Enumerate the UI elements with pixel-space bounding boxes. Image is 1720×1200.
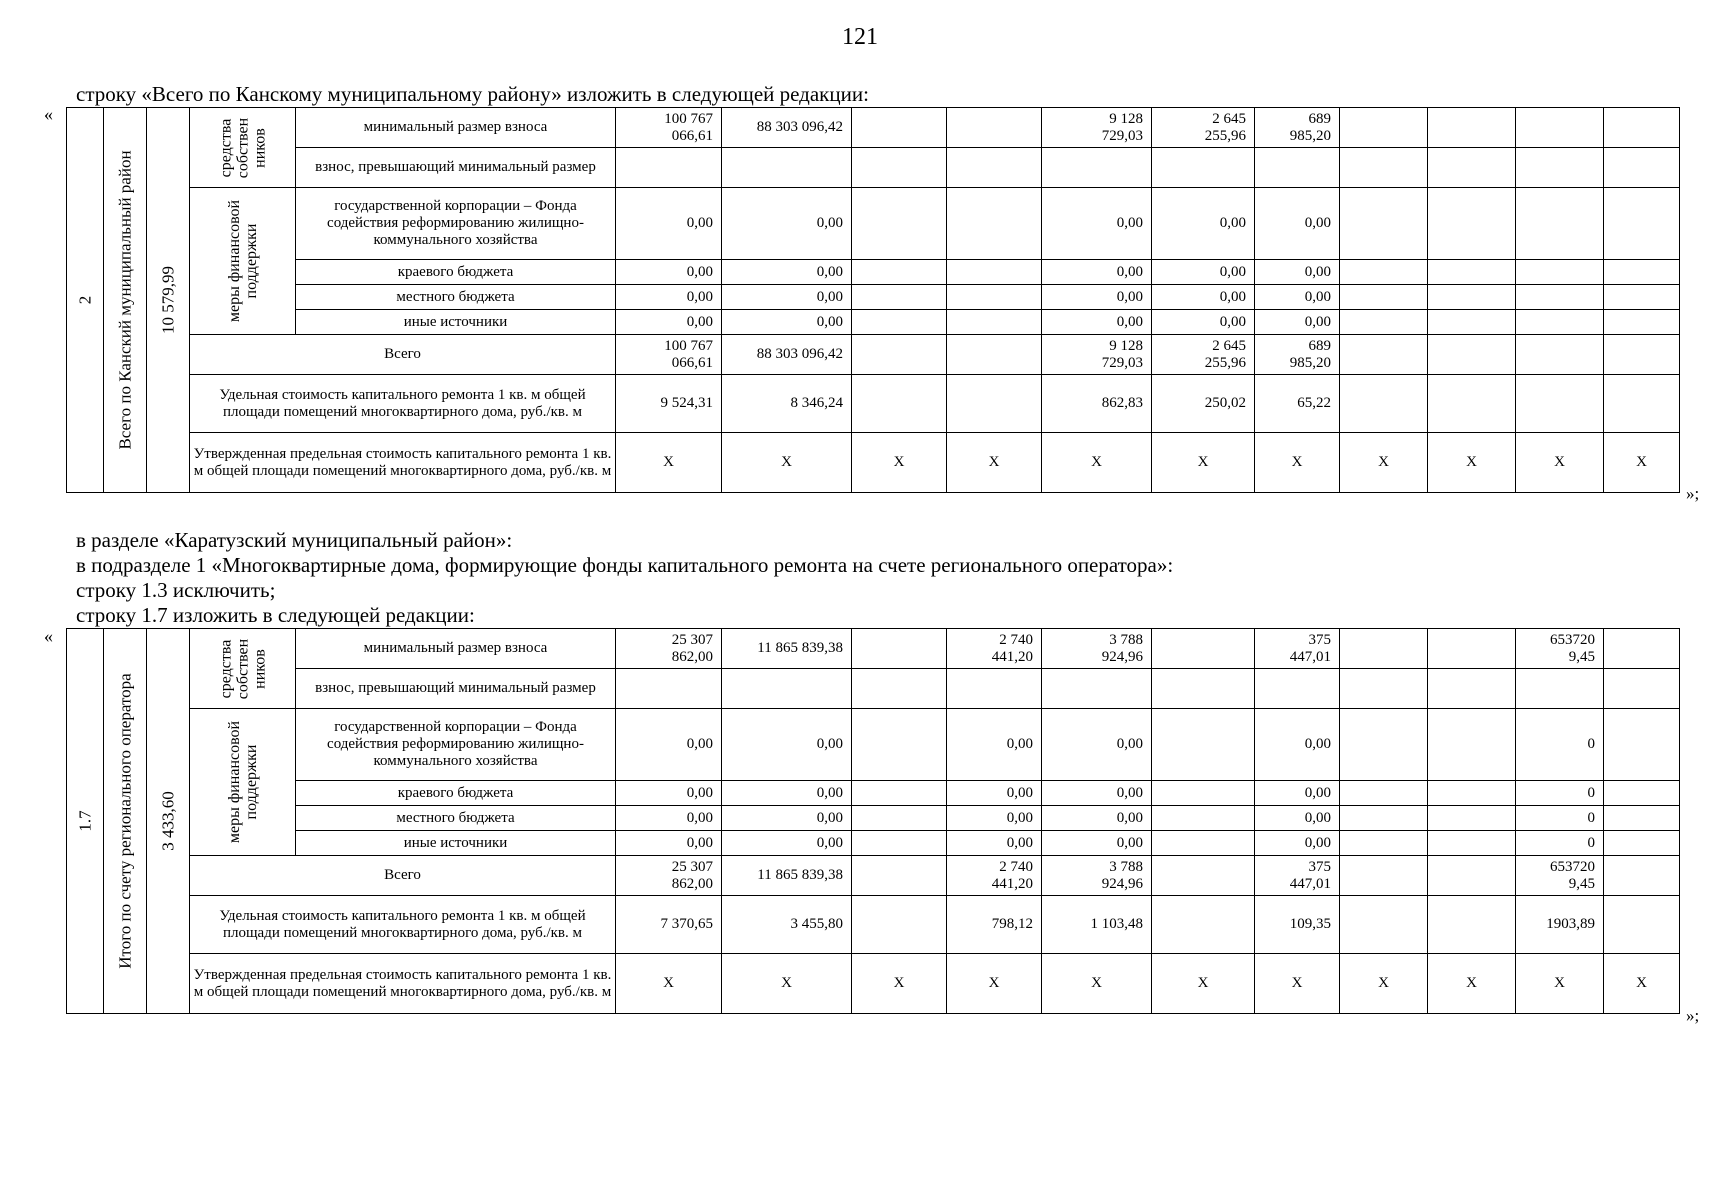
value-cell: 0,00 [616, 285, 722, 310]
value-cell: 862,83 [1042, 375, 1152, 433]
page-number: 121 [842, 24, 878, 50]
table-row [67, 148, 1680, 188]
row-label-cell: иные источники [296, 831, 616, 856]
value-cell [1428, 896, 1516, 954]
value-cell: 0,00 [1255, 709, 1340, 781]
value-cell: 1 103,48 [1042, 896, 1152, 954]
instruction-paragraph-3: в подразделе 1 «Многоквартирные дома, формирующие фонды капитального ремонта на счете регионального оператора»: [76, 553, 1174, 577]
row-label-cell: Всего [190, 335, 616, 375]
value-cell [1255, 669, 1340, 709]
value-cell: 3 455,80 [722, 896, 852, 954]
value-cell: 0,00 [1042, 285, 1152, 310]
value-cell [1428, 375, 1516, 433]
instruction-paragraph-4: строку 1.3 исключить; [76, 578, 276, 602]
value-cell [1152, 896, 1255, 954]
cross-cell: X [1042, 954, 1152, 1014]
row-label-cell: местного бюджета [296, 806, 616, 831]
value-cell [852, 375, 947, 433]
row-name-cell [104, 629, 147, 1014]
area-cell [147, 108, 190, 493]
group-own-funds-cell [190, 108, 296, 188]
cross-cell: X [1428, 433, 1516, 493]
table-row [67, 954, 1680, 1014]
table-row [67, 108, 1680, 148]
value-cell [1340, 781, 1428, 806]
row-name-cell-text: Всего по Канский муниципальный район [115, 150, 135, 450]
value-cell: 7 370,65 [616, 896, 722, 954]
value-cell: 109,35 [1255, 896, 1340, 954]
value-cell [1152, 806, 1255, 831]
value-cell [1340, 285, 1428, 310]
value-cell [1428, 806, 1516, 831]
value-cell [1340, 856, 1428, 896]
cross-cell: X [1428, 954, 1516, 1014]
value-cell: 9 524,31 [616, 375, 722, 433]
value-cell [1042, 148, 1152, 188]
cross-cell: X [1152, 433, 1255, 493]
value-cell [852, 260, 947, 285]
value-cell [1604, 831, 1680, 856]
cross-cell: X [722, 954, 852, 1014]
value-cell [947, 148, 1042, 188]
cross-cell: X [1255, 433, 1340, 493]
group-own-funds-text: средства собствен ников [217, 117, 268, 178]
value-cell: 0,00 [1152, 260, 1255, 285]
row-label-cell: Утвержденная предельная стоимость капитального ремонта 1 кв. м общей площади помещений многоквартирного дома, руб./кв. м [190, 433, 616, 493]
value-cell: 0,00 [1042, 709, 1152, 781]
value-cell [1604, 375, 1680, 433]
value-cell [1340, 335, 1428, 375]
row-label-cell: местного бюджета [296, 285, 616, 310]
table-karatuzsky-row-1-7 [66, 628, 1680, 1014]
table-row [67, 310, 1680, 335]
area-cell [147, 629, 190, 1014]
value-cell [1604, 108, 1680, 148]
value-cell: 2 645 255,96 [1152, 335, 1255, 375]
value-cell: 0,00 [616, 260, 722, 285]
value-cell: 0,00 [616, 781, 722, 806]
value-cell: 25 307 862,00 [616, 856, 722, 896]
value-cell: 1903,89 [1516, 896, 1604, 954]
row-label-cell: государственной корпорации – Фонда содействия реформированию жилищно-коммунального хозяйства [296, 188, 616, 260]
value-cell [1152, 856, 1255, 896]
value-cell [1604, 188, 1680, 260]
value-cell [722, 148, 852, 188]
value-cell: 0,00 [722, 285, 852, 310]
value-cell: 0,00 [1255, 188, 1340, 260]
value-cell: 0,00 [616, 806, 722, 831]
value-cell [852, 335, 947, 375]
instruction-paragraph-5: строку 1.7 изложить в следующей редакции: [76, 603, 475, 627]
value-cell: 2 740 441,20 [947, 629, 1042, 669]
value-cell: 0,00 [947, 709, 1042, 781]
value-cell [1152, 669, 1255, 709]
cross-cell: X [1516, 954, 1604, 1014]
value-cell [852, 148, 947, 188]
value-cell [1340, 896, 1428, 954]
value-cell [1340, 831, 1428, 856]
area-cell-text: 10 579,99 [158, 266, 178, 334]
cross-cell: X [1042, 433, 1152, 493]
value-cell: 0,00 [1152, 188, 1255, 260]
value-cell [947, 375, 1042, 433]
value-cell: 2 645 255,96 [1152, 108, 1255, 148]
cross-cell: X [947, 433, 1042, 493]
table-row [67, 781, 1680, 806]
table-kansky-district [66, 107, 1680, 493]
cross-cell: X [852, 954, 947, 1014]
group-support-cell [190, 188, 296, 335]
value-cell [1042, 669, 1152, 709]
value-cell: 0 [1516, 831, 1604, 856]
value-cell [1604, 335, 1680, 375]
table-row [67, 375, 1680, 433]
table-row [67, 260, 1680, 285]
value-cell [1604, 781, 1680, 806]
value-cell: 11 865 839,38 [722, 629, 852, 669]
value-cell [1604, 148, 1680, 188]
value-cell: 0,00 [616, 831, 722, 856]
value-cell: 0,00 [722, 781, 852, 806]
value-cell [1340, 188, 1428, 260]
value-cell [1516, 669, 1604, 709]
row-label-cell: минимальный размер взноса [296, 108, 616, 148]
table-row [67, 433, 1680, 493]
row-label-cell: государственной корпорации – Фонда содействия реформированию жилищно-коммунального хозяйства [296, 709, 616, 781]
row-name-cell [104, 108, 147, 493]
cross-cell: X [1604, 433, 1680, 493]
table-row [67, 285, 1680, 310]
value-cell: 3 788 924,96 [1042, 856, 1152, 896]
value-cell: 0,00 [1255, 260, 1340, 285]
value-cell: 0,00 [1152, 285, 1255, 310]
value-cell [616, 669, 722, 709]
row-name-cell-text: Итого по счету регионального оператора [115, 673, 135, 969]
value-cell [1428, 310, 1516, 335]
value-cell [1604, 310, 1680, 335]
cross-cell: X [616, 433, 722, 493]
cross-cell: X [1152, 954, 1255, 1014]
row-number-cell [67, 629, 104, 1014]
value-cell [852, 856, 947, 896]
value-cell: 0,00 [722, 806, 852, 831]
value-cell: 0,00 [1152, 310, 1255, 335]
value-cell [1604, 260, 1680, 285]
value-cell: 0,00 [616, 188, 722, 260]
value-cell [722, 669, 852, 709]
value-cell [1428, 781, 1516, 806]
value-cell: 9 128 729,03 [1042, 335, 1152, 375]
value-cell: 0,00 [722, 709, 852, 781]
table-row [67, 188, 1680, 260]
value-cell: 0,00 [1042, 781, 1152, 806]
value-cell [1516, 148, 1604, 188]
value-cell [1340, 260, 1428, 285]
value-cell [1152, 781, 1255, 806]
value-cell [1428, 709, 1516, 781]
value-cell: 0,00 [1255, 310, 1340, 335]
value-cell: 0,00 [616, 709, 722, 781]
value-cell [1340, 669, 1428, 709]
value-cell [1516, 260, 1604, 285]
value-cell [1340, 806, 1428, 831]
row-number-cell-text: 1.7 [75, 810, 95, 832]
value-cell: 250,02 [1152, 375, 1255, 433]
value-cell [1428, 669, 1516, 709]
cross-cell: X [1604, 954, 1680, 1014]
cross-cell: X [1340, 954, 1428, 1014]
value-cell: 0,00 [1255, 806, 1340, 831]
value-cell: 100 767 066,61 [616, 108, 722, 148]
table-row [67, 856, 1680, 896]
value-cell [1604, 806, 1680, 831]
value-cell [1428, 108, 1516, 148]
table-row [67, 629, 1680, 669]
value-cell [852, 669, 947, 709]
value-cell [947, 188, 1042, 260]
row-label-cell: взнос, превышающий минимальный размер [296, 669, 616, 709]
value-cell: 0,00 [722, 831, 852, 856]
value-cell [1428, 148, 1516, 188]
value-cell [852, 108, 947, 148]
row-label-cell: краевого бюджета [296, 781, 616, 806]
value-cell [1516, 188, 1604, 260]
value-cell: 0 [1516, 709, 1604, 781]
value-cell [1152, 148, 1255, 188]
value-cell: 3 788 924,96 [1042, 629, 1152, 669]
value-cell [1604, 896, 1680, 954]
row-label-cell: Утвержденная предельная стоимость капитального ремонта 1 кв. м общей площади помещений многоквартирного дома, руб./кв. м [190, 954, 616, 1014]
value-cell [1428, 285, 1516, 310]
value-cell [1428, 629, 1516, 669]
value-cell: 0,00 [722, 188, 852, 260]
cross-cell: X [1255, 954, 1340, 1014]
value-cell: 0,00 [947, 831, 1042, 856]
cross-cell: X [1516, 433, 1604, 493]
value-cell: 8 346,24 [722, 375, 852, 433]
value-cell: 0,00 [1042, 806, 1152, 831]
value-cell: 0,00 [1042, 831, 1152, 856]
value-cell: 0,00 [947, 806, 1042, 831]
row-number-cell-text: 2 [75, 295, 95, 305]
value-cell [1340, 108, 1428, 148]
value-cell: 0 [1516, 781, 1604, 806]
row-label-cell: взнос, превышающий минимальный размер [296, 148, 616, 188]
value-cell [852, 285, 947, 310]
group-own-funds-cell [190, 629, 296, 709]
value-cell [852, 188, 947, 260]
value-cell [1152, 629, 1255, 669]
table-row [67, 831, 1680, 856]
value-cell: 0,00 [616, 310, 722, 335]
value-cell [852, 709, 947, 781]
value-cell [947, 310, 1042, 335]
instruction-paragraph-1: строку «Всего по Канскому муниципальному району» изложить в следующей редакции: [76, 82, 869, 106]
value-cell [1340, 375, 1428, 433]
value-cell [1604, 856, 1680, 896]
value-cell: 0,00 [1042, 310, 1152, 335]
value-cell [1152, 709, 1255, 781]
value-cell: 0,00 [1042, 188, 1152, 260]
table-row [67, 896, 1680, 954]
value-cell [1152, 831, 1255, 856]
group-support-cell [190, 709, 296, 856]
value-cell: 0,00 [947, 781, 1042, 806]
value-cell [947, 669, 1042, 709]
value-cell [1516, 108, 1604, 148]
value-cell: 653720 9,45 [1516, 856, 1604, 896]
value-cell: 0,00 [1042, 260, 1152, 285]
value-cell: 100 767 066,61 [616, 335, 722, 375]
area-cell-text: 3 433,60 [158, 791, 178, 851]
row-label-cell: Всего [190, 856, 616, 896]
value-cell [947, 108, 1042, 148]
value-cell [1604, 709, 1680, 781]
value-cell: 375 447,01 [1255, 856, 1340, 896]
value-cell: 0,00 [1255, 831, 1340, 856]
value-cell [1428, 856, 1516, 896]
value-cell [852, 310, 947, 335]
table-row [67, 335, 1680, 375]
value-cell [1340, 310, 1428, 335]
table1-open-quote: « [44, 104, 53, 124]
group-support-text: меры финансовой поддержки [225, 199, 260, 323]
value-cell [852, 806, 947, 831]
value-cell [947, 285, 1042, 310]
value-cell: 375 447,01 [1255, 629, 1340, 669]
table-row [67, 709, 1680, 781]
value-cell [1255, 148, 1340, 188]
cross-cell: X [1340, 433, 1428, 493]
value-cell: 2 740 441,20 [947, 856, 1042, 896]
value-cell: 9 128 729,03 [1042, 108, 1152, 148]
group-own-funds-text: средства собствен ников [217, 638, 268, 699]
table1-close-quote: »; [1686, 484, 1700, 503]
table2-close-quote: »; [1686, 1006, 1700, 1025]
value-cell [1428, 335, 1516, 375]
value-cell: 689 985,20 [1255, 335, 1340, 375]
value-cell: 689 985,20 [1255, 108, 1340, 148]
value-cell [1340, 629, 1428, 669]
value-cell [852, 896, 947, 954]
value-cell [1340, 148, 1428, 188]
value-cell: 653720 9,45 [1516, 629, 1604, 669]
cross-cell: X [947, 954, 1042, 1014]
group-support-text: меры финансовой поддержки [225, 720, 260, 844]
value-cell: 88 303 096,42 [722, 108, 852, 148]
row-label-cell: краевого бюджета [296, 260, 616, 285]
value-cell: 0,00 [722, 310, 852, 335]
cross-cell: X [852, 433, 947, 493]
value-cell: 88 303 096,42 [722, 335, 852, 375]
value-cell [1516, 335, 1604, 375]
value-cell: 0,00 [1255, 285, 1340, 310]
table-row [67, 806, 1680, 831]
value-cell [852, 781, 947, 806]
value-cell [852, 629, 947, 669]
value-cell [852, 831, 947, 856]
value-cell [1516, 285, 1604, 310]
value-cell: 25 307 862,00 [616, 629, 722, 669]
value-cell [1428, 831, 1516, 856]
value-cell: 798,12 [947, 896, 1042, 954]
value-cell [1516, 310, 1604, 335]
value-cell: 0,00 [722, 260, 852, 285]
cross-cell: X [722, 433, 852, 493]
value-cell [1428, 260, 1516, 285]
value-cell [947, 260, 1042, 285]
table2-open-quote: « [44, 626, 53, 646]
value-cell [1516, 375, 1604, 433]
row-label-cell: минимальный размер взноса [296, 629, 616, 669]
value-cell [1604, 629, 1680, 669]
value-cell: 0,00 [1255, 781, 1340, 806]
value-cell [947, 335, 1042, 375]
row-label-cell: иные источники [296, 310, 616, 335]
row-number-cell [67, 108, 104, 493]
table-row [67, 669, 1680, 709]
value-cell [1428, 188, 1516, 260]
row-label-cell: Удельная стоимость капитального ремонта 1 кв. м общей площади помещений многоквартирного дома, руб./кв. м [190, 896, 616, 954]
cross-cell: X [616, 954, 722, 1014]
value-cell: 65,22 [1255, 375, 1340, 433]
value-cell [1604, 285, 1680, 310]
value-cell: 0 [1516, 806, 1604, 831]
instruction-paragraph-2: в разделе «Каратузский муниципальный район»: [76, 528, 513, 552]
value-cell [1340, 709, 1428, 781]
value-cell [616, 148, 722, 188]
value-cell: 11 865 839,38 [722, 856, 852, 896]
value-cell [1604, 669, 1680, 709]
row-label-cell: Удельная стоимость капитального ремонта 1 кв. м общей площади помещений многоквартирного дома, руб./кв. м [190, 375, 616, 433]
